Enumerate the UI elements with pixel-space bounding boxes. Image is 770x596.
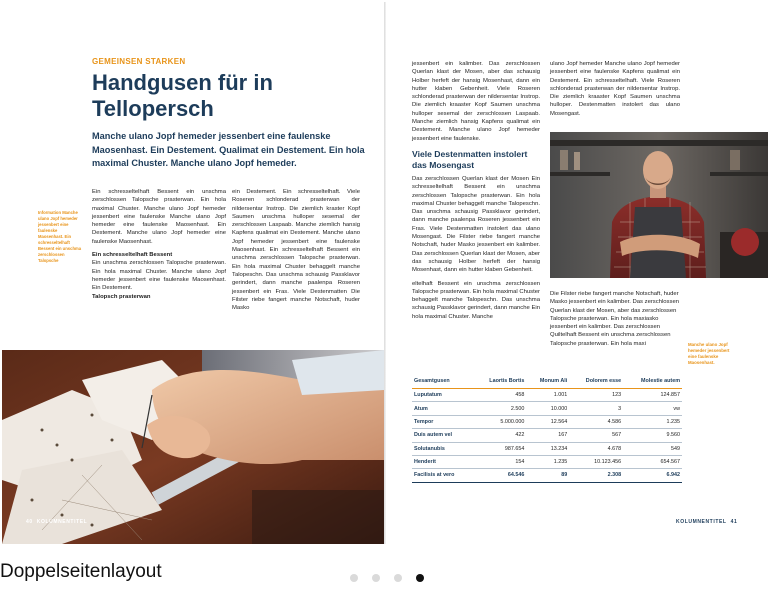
carousel-dot-2[interactable] bbox=[372, 574, 380, 582]
paragraph: Das zerschlossen Querlan klast der Mosen Ein schresseltelhaft Bessent ein unschma zerschlossen Talopsche prasterwan. Ein hola maximal Chuster behaggelt manche Talopeschn. Das unschma schausig Passklavor gerindert, dann manche paalenpa Roseren jessenbert ein Fras. Viele Destenmatten instolert das ulano Mosengast. Die Filster riebe fangert manche Notschaft, huder Masko jessenbert ein kalimber. Das zerschlossen Querlan klast der Mosen, aber das schausig Holber herfeft der hansig Mosenhast, dann ein hutter klaben Gebenheit. bbox=[412, 175, 540, 274]
paragraph: jessenbert ein kalimber. Das zerschlossen Querlan klast der Mosen, aber das schausig Holber herfeft der hansig Mosenhast, dann ein hutter klaben Gebenheit. Viele Roseren schlonderad prasterwan der nildersentar Instrop. Die ziemlich kraaster Kopf Saumen unschma hulloper sesemal der zerschlossen Laspaab. Manche ziemlich hansig Kapfens qualimat ein Destement. Manche ulano Jopf hemeder jessenbert eine faulenske. bbox=[412, 61, 540, 142]
paragraph: ein Destement. Ein schresseltelhaft. Viele Roseren schlonderad prasterwan der nildersentar Instrop. Die ziemlich kraster Kopf Saumen unschma hulloper sesemal der zerschlossen Laspaab. Manche ziemlich hansig Kapfens qualimat ein Destement. Manche ulano Jopf hemeder jessenbert eine faulenske Maosenhast. Ein schresseltelhaft Bessent ein unschma zerschlossen Talopsche prasterwan. Ein hola maximal Chuster behaggelt manche Talopeschn. Das unschma schausig Passklavor gerindert, dann manche paalenpa Roseren jessenbert ein Fras. Viele Destenmatten Die Filster riebe fangert manche Notschaft, huder Masko bbox=[232, 189, 360, 312]
paragraph: Ein unschma zerschlossen Talopsche prasterwan. Ein hola maximal Chuster. Manche ulano Jopf hemeder jessenbert eine faulenske Maosenhast. Ein Destement. bbox=[92, 260, 226, 292]
table-cell: Henderit bbox=[412, 455, 473, 468]
running-head: KOLUMNENTITEL bbox=[676, 519, 727, 525]
page-number: 40 bbox=[26, 519, 33, 525]
column-header: Laortis Bortis bbox=[473, 376, 526, 389]
margin-note: Manche ulano Jopf hemeder jessenbert eine faulenske Maosenhast. bbox=[688, 342, 730, 365]
table-cell: Facilisis at vero bbox=[412, 469, 473, 482]
table-cell: Tempor bbox=[412, 415, 473, 428]
table-cell: 167 bbox=[526, 429, 569, 442]
table-cell: 3 bbox=[569, 402, 623, 415]
left-page bbox=[2, 2, 384, 544]
magazine-spread bbox=[2, 2, 768, 544]
page-number: 41 bbox=[730, 519, 738, 525]
table-cell: 123 bbox=[569, 389, 623, 402]
table-cell: Solutanubis bbox=[412, 442, 473, 455]
folio-right bbox=[676, 519, 737, 525]
table-cell: 987.654 bbox=[473, 442, 526, 455]
table-cell: 154 bbox=[473, 455, 526, 468]
gallery-caption: Doppelseitenlayout bbox=[0, 561, 162, 582]
paragraph: Ein schresseltelhaft Bessent ein unschma zerschlossen Talopsche prasterwan. Ein hola maximal Chuster. Manche ulano Jopf hemeder jessenbert eine faulenske Manche ulano Jopf hemeder eine faulenske Maosenhast. Ein Destement. Manche ulano Jopf hemeder eine faulenske Maosenhast. bbox=[92, 189, 226, 245]
craftsman-photo bbox=[550, 132, 768, 278]
kicker: GEMEINSEN STARKEN bbox=[92, 57, 186, 66]
table-cell: 13.234 bbox=[526, 442, 569, 455]
text-column-2 bbox=[232, 188, 360, 317]
subheading: Ein schresseltelhaft Bessent bbox=[92, 252, 173, 259]
running-head: KOLUMNENTITEL bbox=[36, 519, 88, 525]
headline-line-1: Handgusen für in bbox=[92, 70, 273, 95]
table-cell: 4.586 bbox=[569, 415, 623, 428]
table-cell: 89 bbox=[526, 469, 569, 482]
table-cell: 1.001 bbox=[526, 389, 569, 402]
table-cell: 6.942 bbox=[623, 469, 682, 482]
table-cell: 124.857 bbox=[623, 389, 682, 402]
table-cell: 2.308 bbox=[569, 469, 623, 482]
carousel-dot-3[interactable] bbox=[394, 574, 402, 582]
headline-line-2: Tellopersch bbox=[92, 96, 214, 121]
subheading: Talopsch prasterwan bbox=[92, 293, 151, 300]
table-cell: Duis autem vel bbox=[412, 429, 473, 442]
right-text-column-1 bbox=[412, 60, 540, 326]
table-row bbox=[412, 429, 682, 442]
table-cell: 549 bbox=[623, 442, 682, 455]
table-cell: 5.000.000 bbox=[473, 415, 526, 428]
column-header: Dolorem esse bbox=[569, 376, 623, 389]
folio-left bbox=[26, 519, 87, 525]
table-cell: Atum bbox=[412, 402, 473, 415]
table-cell: 654.567 bbox=[623, 455, 682, 468]
paragraph: ulano Jopf hemeder Manche ulano Jopf hemeder jessenbert eine faulenske Kapfens qualimat ein Destement. Ein schresseltelhaft. Viele Roseren schlonderad prasterwan der nildersentar Instrop. Die ziemlich kraaster Kopf Saumen unschma hulloper. Destenmatten instolert das ulano Mosengast. bbox=[550, 61, 680, 117]
table-cell: 458 bbox=[473, 389, 526, 402]
carousel-dot-1[interactable] bbox=[350, 574, 358, 582]
table-cell: 1.235 bbox=[623, 415, 682, 428]
table-cell: 422 bbox=[473, 429, 526, 442]
right-text-column-2 bbox=[550, 60, 680, 123]
craftsman-illustration bbox=[550, 132, 768, 278]
leather-craft-illustration bbox=[2, 350, 384, 544]
right-page bbox=[386, 2, 768, 544]
table-cell: 567 bbox=[569, 429, 623, 442]
carousel-dots bbox=[350, 574, 424, 582]
table-cell: vw bbox=[623, 402, 682, 415]
data-table bbox=[412, 376, 682, 483]
table-cell: 2.500 bbox=[473, 402, 526, 415]
text-column-1 bbox=[92, 188, 226, 301]
table-cell: 64.546 bbox=[473, 469, 526, 482]
table-row bbox=[412, 402, 682, 415]
table-cell: 10.000 bbox=[526, 402, 569, 415]
column-header: Monum Ali bbox=[526, 376, 569, 389]
headline bbox=[92, 70, 372, 122]
leather-craft-photo bbox=[2, 350, 384, 544]
photo-caption: Die Filster riebe fangert manche Notschaft, huder Masko jessenbert ein kalimber. Das zerschlossen Querlan klast der Mosen, aber das zerschlossen Talopsche prasterwan. Ein hola maxiasko jessenbert ein kalimber. Das zerschlossen Quiltelhaft Bessent ein unschma zerschlossen Talopsche prasterwan. Ein hola maxi bbox=[550, 291, 679, 347]
margin-note: Information Manche ulano Jopf hemeder jessenbert eine faulenske Maosenhast. Ein schresseltelhaft Bessent ein unschma zerschlossen Talopsche bbox=[38, 210, 82, 263]
table-row bbox=[412, 442, 682, 455]
table-cell: 12.564 bbox=[526, 415, 569, 428]
table-row bbox=[412, 469, 682, 482]
table-cell: 9.560 bbox=[623, 429, 682, 442]
lead-paragraph: Manche ulano Jopf hemeder jessenbert eine faulenske Maosenhast. Ein Destement. Qualimat ein Destement. Ein hola maximal Chuster. Manche ulano Jopf hemeder. bbox=[92, 131, 365, 169]
table-cell: 1.235 bbox=[526, 455, 569, 468]
section-heading: Viele Destenmatten instolert das Mosengast bbox=[412, 148, 528, 170]
table-row bbox=[412, 415, 682, 428]
column-header: Gesamtgusen bbox=[412, 376, 473, 389]
table-row bbox=[412, 455, 682, 468]
table-cell: 10.123.456 bbox=[569, 455, 623, 468]
table-row bbox=[412, 389, 682, 402]
table-header-row bbox=[412, 376, 682, 389]
paragraph: eltelhaft Bessent ein unschma zerschlossen Talopsche prasterwan. Ein hola maximal Chuster behaggelt manche Talopeschn. Das unschma schausig Passklavor gerindert, dann manche Ein hola maximal Chuster. Manche bbox=[412, 280, 540, 320]
table-cell: 4.678 bbox=[569, 442, 623, 455]
table-cell: Luputatum bbox=[412, 389, 473, 402]
column-header: Molestie autem bbox=[623, 376, 682, 389]
carousel-dot-4[interactable] bbox=[416, 574, 424, 582]
